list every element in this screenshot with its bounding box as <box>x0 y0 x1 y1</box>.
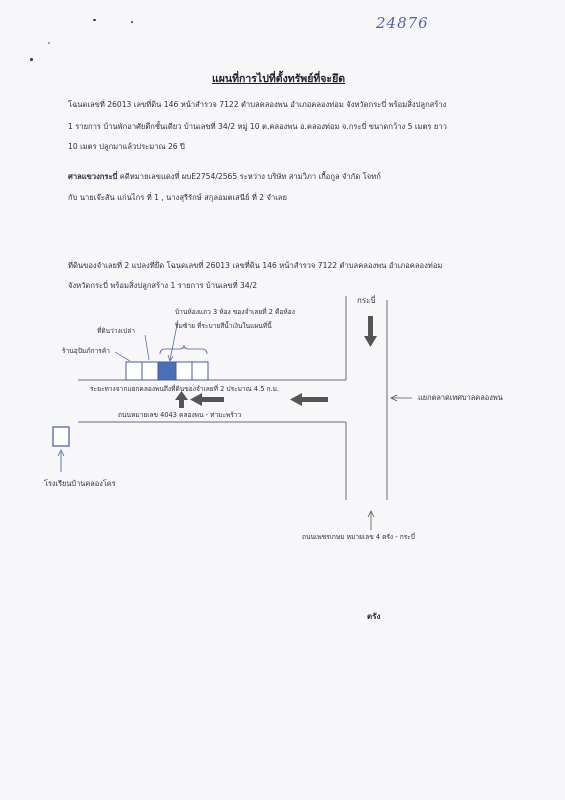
vacant-pointer <box>145 335 149 360</box>
page-title: แผนที่การไปที่ตั้งทรัพย์ที่จะยึด <box>212 73 346 85</box>
label-vacant-land: ที่ดินว่างเปล่า <box>97 327 135 335</box>
arrow-left-on-4043-far <box>190 393 224 406</box>
case-detail: คดีหมายเลขแดงที่ ผบE2754/2565 ระหว่าง บริษัท สามวิภา เกื้อกูล จำกัด โจทก์ <box>117 172 381 181</box>
label-road-petkasem: ถนนเพชรเกษม หมายเลข 4 ตรัง - กระบี่ <box>302 533 415 541</box>
deed-line-1: โฉนดเลขที่ 26013 เลขที่ดิน 146 หน้าสำรวจ 7122 ตำบลคลองพน อำเภอคลองท่อม จังหวัดกระบี่ พร้อมสิ่งปลูกสร้าง <box>68 100 447 109</box>
rowhouse-unit-2 <box>176 362 192 380</box>
arrow-left-on-4043-near <box>290 393 328 406</box>
deed-line-3: 10 เมตร ปลูกมาแล้วประมาณ 26 ปี <box>68 142 185 151</box>
label-rowhouse-line-1: บ้านห้องแถว 3 ห้อง ของจำเลยที่ 2 คือห้อง <box>175 308 295 316</box>
shop-pointer <box>115 352 130 361</box>
defendant-rowhouse-unit <box>158 362 176 380</box>
handwritten-doc-number: 24876 <box>376 14 429 32</box>
label-shop: ร้านอุปัมภ์การค้า <box>62 347 110 355</box>
junction-pointer <box>391 395 412 401</box>
label-junction: แยกตลาดเทศบาลคลองพน <box>418 393 503 402</box>
rowhouse-bracket <box>160 345 207 354</box>
vacant-lot <box>142 362 158 380</box>
label-distance: ระยะทางจากแยกคลองพนถึงที่ดินของจำเลยที่ 2 ประมาณ 4.5 ก.ม. <box>90 385 280 393</box>
label-krabi: กระบี่ <box>357 296 376 305</box>
deed-line-2: 1 รายการ บ้านพักอาศัยตึกชั้นเดียว บ้านเลขที่ 34/2 หมู่ 10 ต.คลองพน อ.คลองท่อม จ.กระบี่ ขนาดกว้าง 5 เมตร ยาว <box>68 122 447 131</box>
court-name: ศาลแขวงกระบี่ <box>68 172 118 181</box>
seized-land-line-2: จังหวัดกระบี่ พร้อมสิ่งปลูกสร้าง 1 รายการ บ้านเลขที่ 34/2 <box>68 281 258 290</box>
label-school: โรงเรียนบ้านคลองโคร <box>44 479 116 488</box>
arrow-down-from-krabi <box>364 316 377 347</box>
seized-land-line-1: ที่ดินของจำเลยที่ 2 แปลงที่ยึด โฉนดเลขที่ 26013 เลขที่ดิน 146 หน้าสำรวจ 7122 ตำบลคลองพน อำเภอคลองท่อม <box>68 261 443 270</box>
label-trang: ตรัง <box>367 612 381 621</box>
label-road-4043: ถนนหมายเลข 4043 คลองพน - ท่ามะพร้าว <box>118 411 242 419</box>
rowhouse-unit-3 <box>192 362 208 380</box>
petkasem-pointer <box>368 511 374 530</box>
school-building <box>53 427 69 446</box>
label-rowhouse-line-2: ริมซ้าย ที่ระบายสีน้ำเงินในแผนที่นี้ <box>175 322 272 330</box>
shop-building <box>126 362 142 380</box>
court-line-2: กับ นายเจ๊ะสัน แก่นไกร ที่ 1 , นางสุรีรักษ์ สกุลอมตเสนีย์ ที่ 2 จำเลย <box>68 193 287 202</box>
